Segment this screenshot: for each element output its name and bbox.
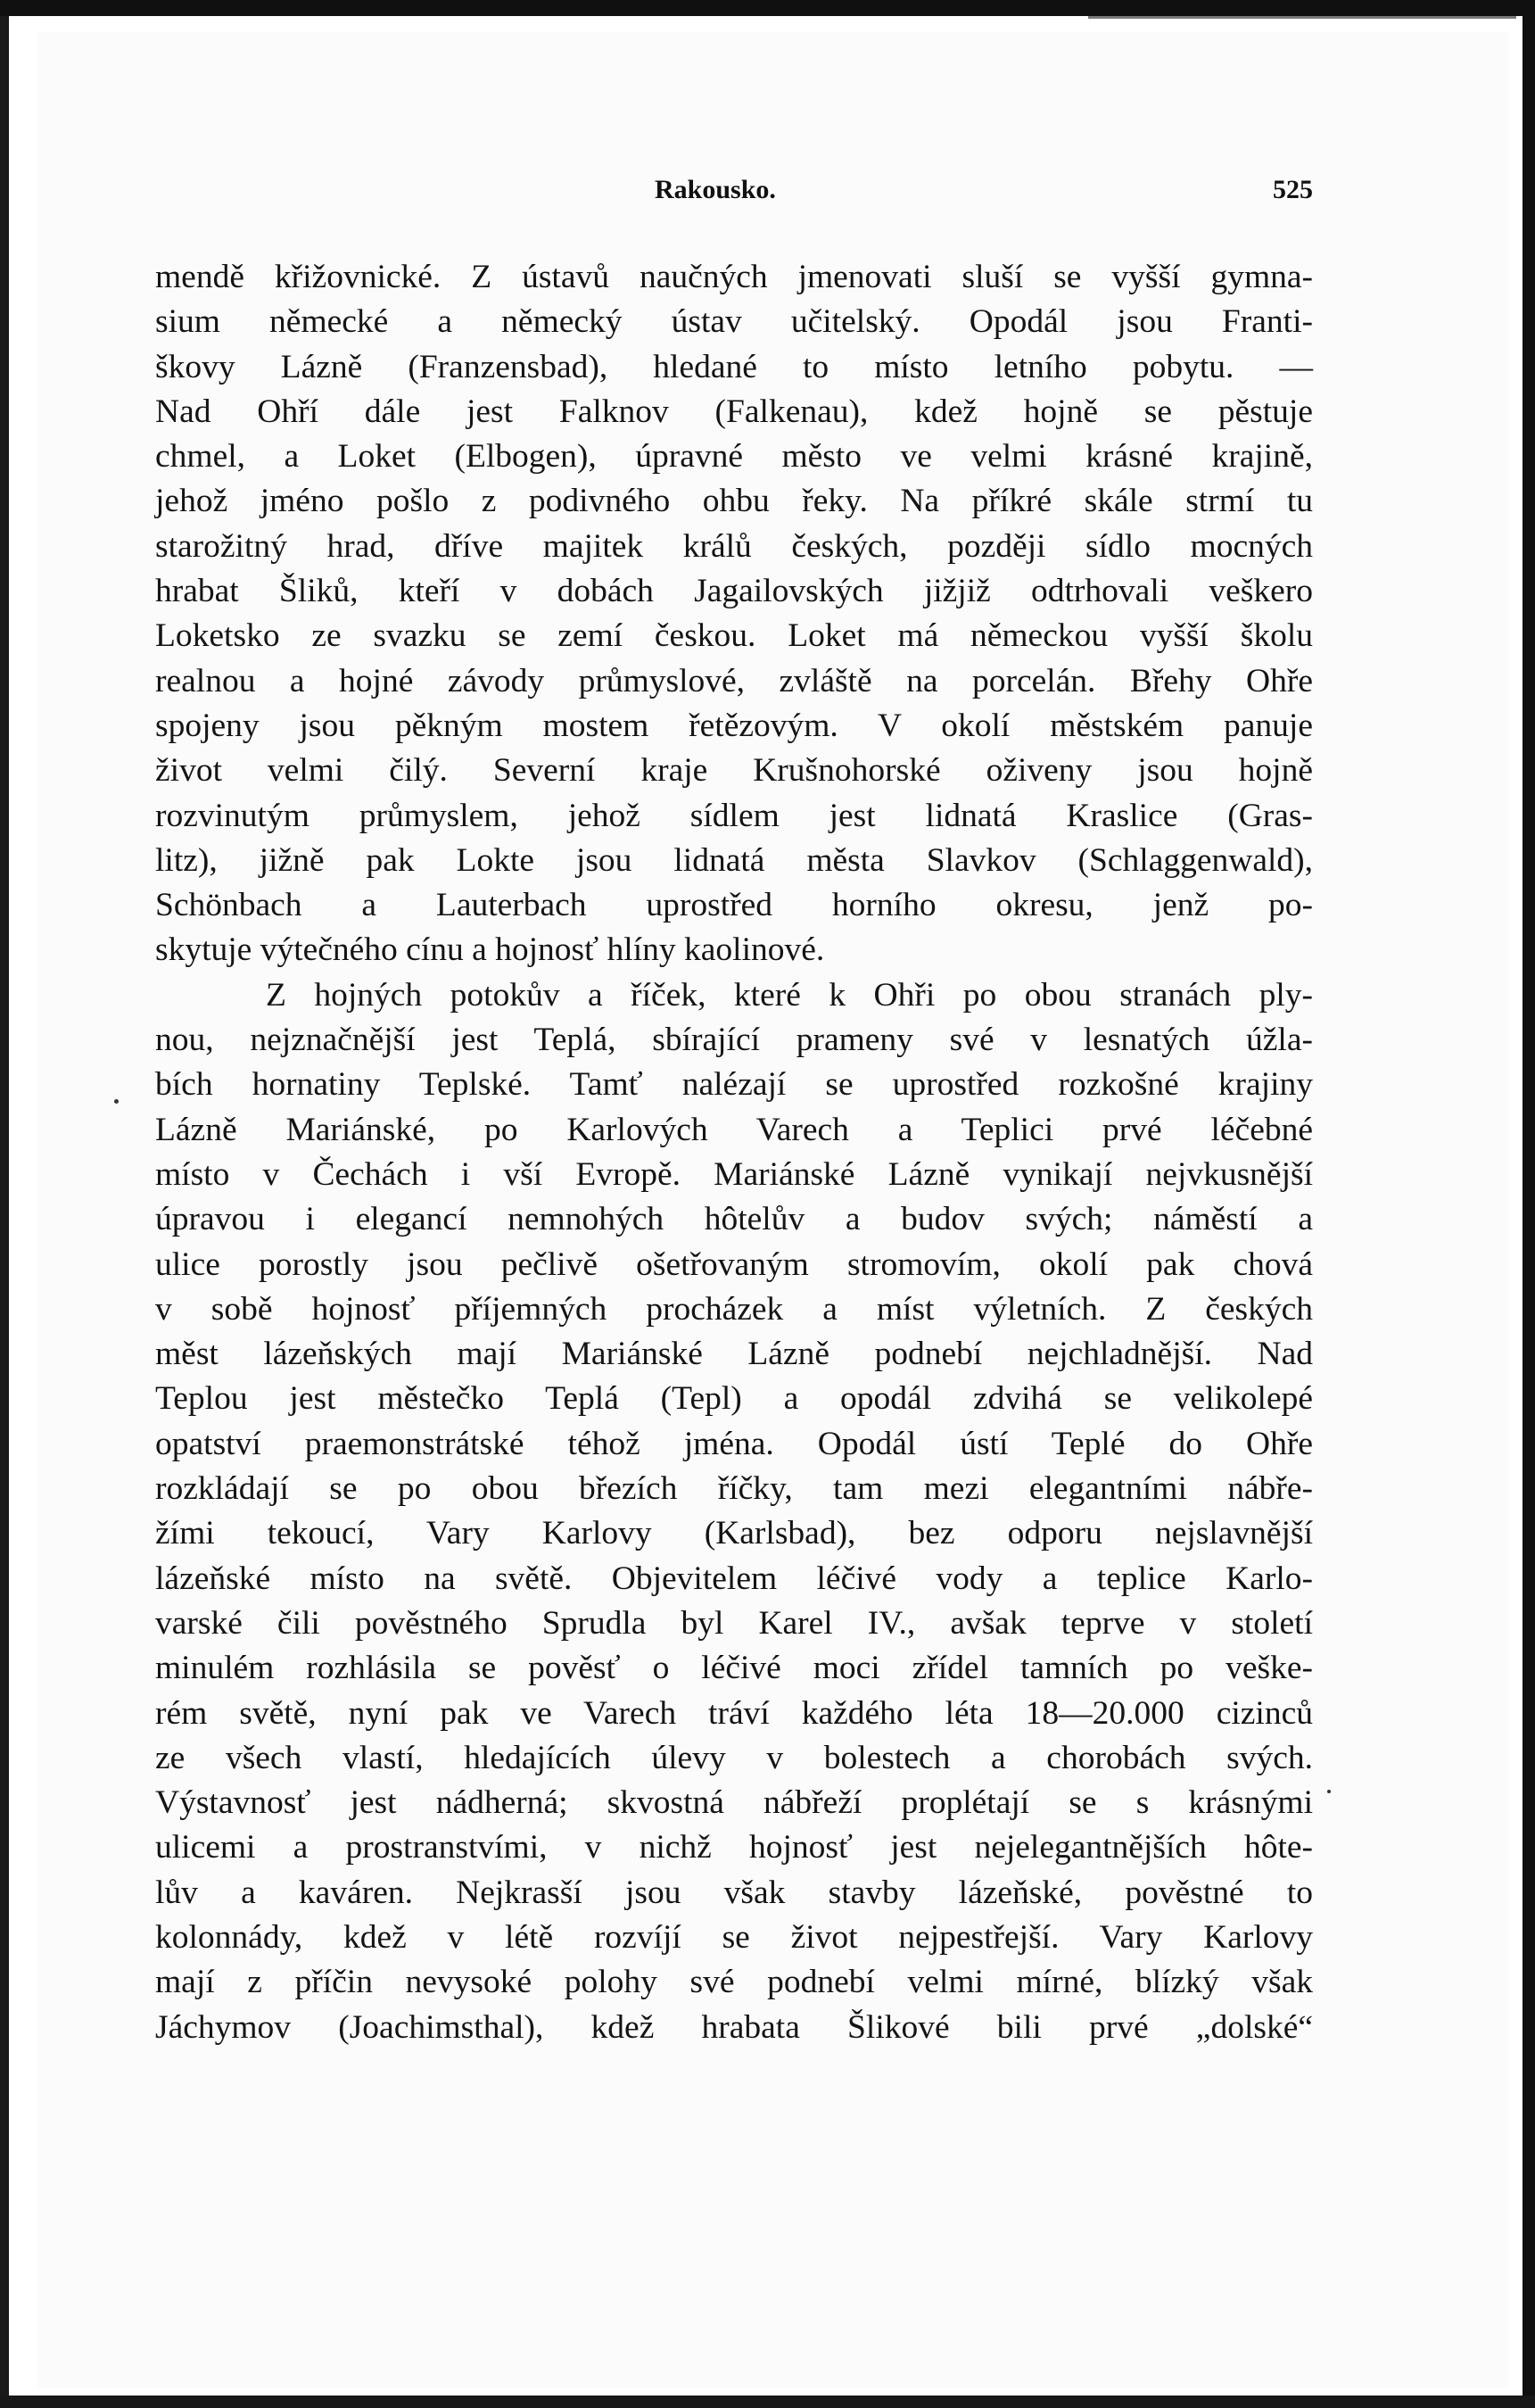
text-line: litz), jižně pak Lokte jsou lidnatá města Slavkov (Schlaggenwald), [155, 841, 1313, 879]
text-line: Schönbach a Lauterbach uprostřed horního okresu, jenž po- [155, 887, 1313, 924]
text-line: v sobě hojnosť příjemných procházek a míst výletních. Z českých [155, 1290, 1313, 1328]
text-line: nou, nejznačnější jest Teplá, sbírající prameny své v lesnatých úžla- [155, 1022, 1313, 1059]
text-line: rozvinutým průmyslem, jehož sídlem jest lidnatá Kraslice (Gras- [155, 797, 1313, 834]
scan-speck [1327, 1790, 1331, 1793]
paragraph-1 [155, 255, 1313, 973]
scan-edge-top-rule [1088, 16, 1516, 19]
text-line: mendě křižovnické. Z ústavů naučných jmenovati sluší se vyšší gymna- [155, 259, 1313, 295]
text-line: místo v Čechách i vší Evropě. Mariánské Lázně vynikají nejvkusnější [155, 1155, 1313, 1193]
text-line: realnou a hojné závody průmyslové, zvláště na porcelán. Břehy Ohře [155, 662, 1313, 699]
text-line: Nad Ohří dále jest Falknov (Falkenau), kdež hojně se pěstuje [155, 393, 1313, 430]
text-line: měst lázeňských mají Mariánské Lázně podnebí nejchladnější. Nad [155, 1336, 1313, 1373]
text-line: varské čili pověstného Sprudla byl Karel IV., avšak teprve v století [155, 1604, 1313, 1642]
scan-speck [114, 1099, 119, 1104]
text-line: starožitný hrad, dříve majitek králů českých, později sídlo mocných [155, 527, 1313, 565]
text-line: kolonnády, kdež v létě rozvíjí se život nejpestřejší. Vary Karlovy [155, 1918, 1313, 1956]
scan-edge-right [1523, 0, 1535, 2408]
text-line: škovy Lázně (Franzensbad), hledané to místo letního pobytu. — [155, 348, 1313, 385]
text-line: lázeňské místo na světě. Objevitelem léčivé vody a teplice Karlo- [155, 1560, 1313, 1597]
text-line: Výstavnosť jest nádherná; skvostná nábřeží proplétají se s krásnými [155, 1784, 1313, 1822]
running-head: Rakousko. [655, 175, 776, 204]
page-header [155, 175, 1313, 211]
text-line: minulém rozhlásila se pověsť o léčivé moci zřídel tamních po veške- [155, 1650, 1313, 1687]
text-line: žími tekoucí, Vary Karlovy (Karlsbad), bez odporu nejslavnější [155, 1515, 1313, 1552]
text-line: jehož jméno pošlo z podivného ohbu řeky. Na příkré skále strmí tu [155, 483, 1313, 520]
text-line: mají z příčin nevysoké polohy své podnebí velmi mírné, blízký však [155, 1964, 1313, 2001]
text-line: chmel, a Loket (Elbogen), úpravné město ve velmi krásné krajině, [155, 438, 1313, 476]
text-line: opatství praemonstrátské téhož jména. Opodál ústí Teplé do Ohře [155, 1425, 1313, 1462]
scan-edge-left [0, 0, 9, 2408]
text-line: ze všech vlastí, hledajících úlevy v bolestech a chorobách svých. [155, 1739, 1313, 1776]
scan-edge-bottom [0, 2396, 1535, 2408]
text-line: sium německé a německý ústav učitelský. Opodál jsou Franti- [155, 303, 1313, 341]
text-line: bích hornatiny Teplské. Tamť nalézají se uprostřed rozkošné krajiny [155, 1066, 1313, 1104]
text-line: ulice porostly jsou pečlivě ošetřovaným stromovím, okolí pak chová [155, 1245, 1313, 1283]
text-line: rém světě, nyní pak ve Varech tráví každého léta 18—20.000 cizinců [155, 1694, 1313, 1732]
page-number: 525 [1273, 175, 1313, 204]
text-line: Jáchymov (Joachimsthal), kdež hrabata Šlikové bili prvé „dolské“ [155, 2008, 1313, 2046]
text-line: Z hojných potokův a říček, které k Ohři po obou stranách ply- [266, 976, 1313, 1014]
text-line: hrabat Šliků, kteří v dobách Jagailovských jižjiž odtrhovali veškero [155, 573, 1313, 610]
paragraph-2 [155, 973, 1313, 2050]
text-line: Teplou jest městečko Teplá (Tepl) a opodál zdvihá se velikolepé [155, 1380, 1313, 1418]
text-line: skytuje výtečného cínu a hojnosť hlíny kaolinové. [155, 931, 825, 969]
text-line: Loketsko ze svazku se zemí českou. Loket má německou vyšší školu [155, 617, 1313, 655]
text-line: Lázně Mariánské, po Karlových Varech a Teplici prvé léčebné [155, 1111, 1313, 1148]
text-line: spojeny jsou pěkným mostem řetězovým. V okolí městském panuje [155, 707, 1313, 744]
scan-edge-top [0, 0, 1535, 16]
text-line: život velmi čilý. Severní kraje Krušnohorské oživeny jsou hojně [155, 752, 1313, 790]
body-text [155, 255, 1313, 2050]
text-line: rozkládají se po obou březích říčky, tam mezi elegantními nábře- [155, 1470, 1313, 1508]
text-line: úpravou i elegancí nemnohých hôtelův a budov svých; náměstí a [155, 1201, 1313, 1238]
text-line: lův a kaváren. Nejkrasší jsou však stavby lázeňské, pověstné to [155, 1874, 1313, 1911]
text-line: ulicemi a prostranstvími, v nichž hojnosť jest nejelegantnějších hôte- [155, 1829, 1313, 1866]
